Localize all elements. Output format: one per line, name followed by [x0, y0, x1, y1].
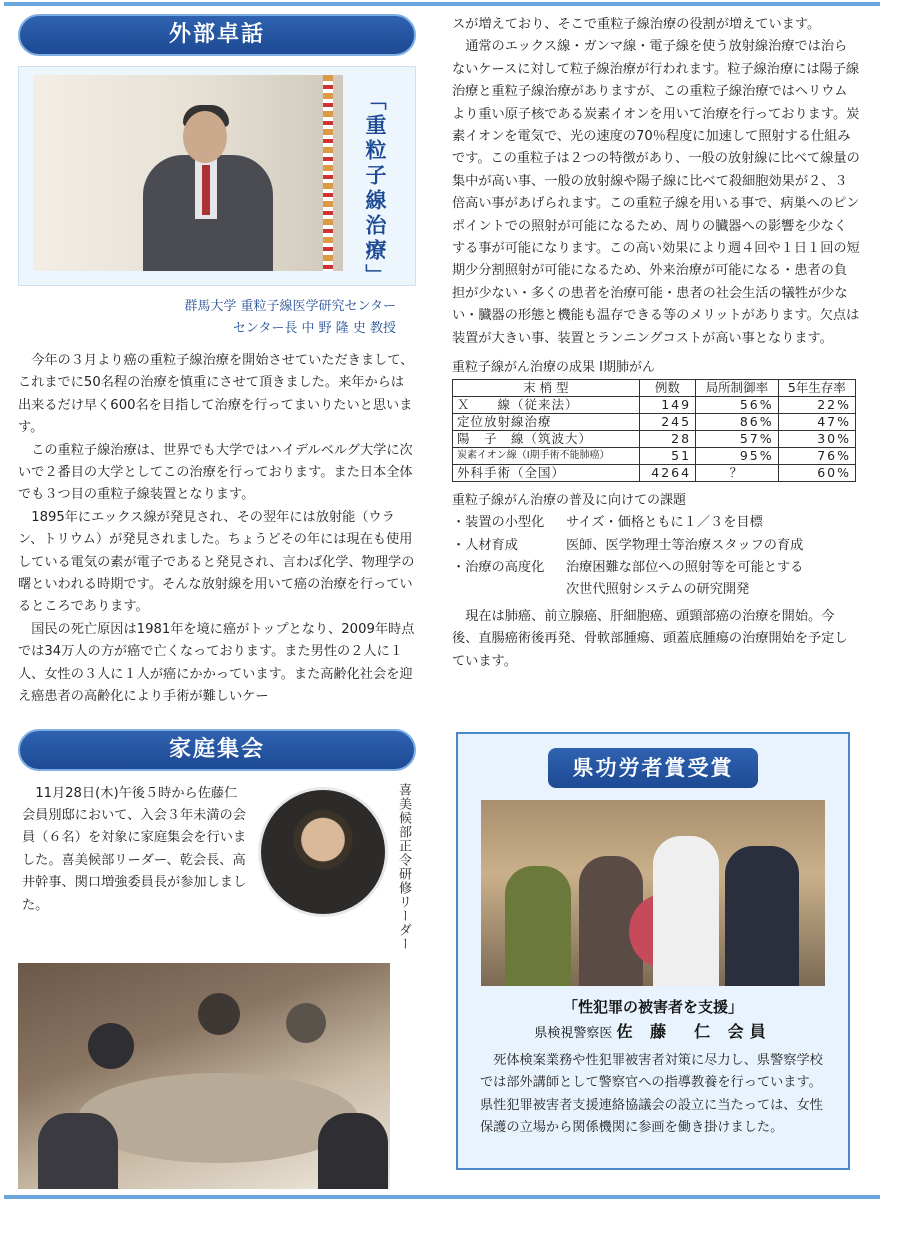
award-name: 佐 藤 仁 会員	[616, 1022, 772, 1041]
paragraph: スが増えており、そこで重粒子線治療の役割が増えています。	[452, 17, 821, 32]
results-table	[452, 379, 856, 482]
table-cell: 4264	[639, 465, 695, 482]
portrait-caption-vertical: 喜美候部正令研修リーダー	[396, 782, 411, 951]
talk-body-left	[18, 350, 416, 709]
speaker-name: センター長 中 野 隆 史 教授	[232, 321, 396, 336]
table-row	[453, 431, 856, 448]
section-banner-family-meeting: 家庭集会	[18, 729, 416, 771]
table-row	[453, 465, 856, 482]
table-row	[453, 397, 856, 414]
table-cell: 149	[639, 397, 695, 414]
award-photo	[481, 800, 825, 986]
task-item	[452, 512, 860, 534]
task-value: サイズ・価格ともに１／３を目標	[566, 515, 763, 531]
column-header: 例数	[639, 380, 695, 397]
closing-paragraph: 現在は肺癌、前立腺癌、肝細胞癌、頭頸部癌の治療を開始。今後、直腸癌術後再発、骨軟部腫瘍、頭蓋底腫瘍の治療開始を予定しています。	[452, 608, 848, 669]
task-value: 治療困難な部位への照射等を可能とする	[566, 559, 804, 575]
paragraph: 今年の３月より癌の重粒子線治療を開始させていただきまして、これまでに50名程の治療を慎重にさせて頂きました。来年からは出来るだけ早く600名を目指して治療を行ってまいりたいと思います。	[18, 353, 414, 436]
paragraph: 通常のエックス線・ガンマ線・電子線を使う放射線治療では治らないケースに対して粒子線治療が行われます。粒子線治療には陽子線治療と重粒子線治療がありますが、この重粒子線治療ではヘリウムより重い原子核である炭素イオンを用いて治療を行っております。炭素イオンを電気で、光の速度の70％程度に加速して照射する仕組みです。この重粒子は２つの特徴があり、一般の放射線に比べて線量の集中が高い事、一般の放射線や陽子線に比べて殺細胞効果が２、３倍高い事があげられます。この重粒子線を用いる事で、病巣へのピンポイントでの照射が可能になるため、周りの臓器への影響を少なくする事が可能になります。この高い効果により週４回や１日１回の短期少分割照射が可能になるため、外来治療が可能になる・患者の負担が少ない・多くの患者を治療可能・患者の社会生活の犠牲が少ない・臓器の形態と機能も温存できる等のメリットがあります。欠点は装置が大きい事、装置とランニングコストが高い事となります。	[452, 39, 860, 346]
table-cell: 95%	[696, 448, 779, 465]
speaker-affiliation: 群馬大学 重粒子線医学研究センター	[184, 299, 396, 314]
family-meeting-text: 11月28日(木)午後５時から佐藤仁会員別邸において、入会３年未満の会員（６名）を対象に家庭集会を行いました。喜美候部リーダー、乾会長、高井幹事、関口増強委員長が参加しました。	[22, 785, 247, 913]
column-header: 局所制御率	[696, 380, 779, 397]
speaker-caption	[18, 296, 416, 340]
table-cell: 56%	[696, 397, 779, 414]
table-cell: 炭素イオン線（Ⅰ期手術不能肺癌）	[453, 448, 640, 465]
column-header: 5年生存率	[778, 380, 855, 397]
task-key: ・治療の高度化	[452, 559, 545, 575]
task-item	[452, 557, 860, 579]
family-meeting-section	[18, 783, 416, 1241]
table-cell: 22%	[778, 397, 855, 414]
leader-portrait-photo	[258, 787, 388, 917]
paragraph: 国民の死亡原因は1981年を境に癌がトップとなり、2009年時点では34万人の方が癌で亡くなっております。また男性の２人に１人、女性の３人に１人が癌にかかっています。また高齢化社会を迎え癌患者の高齢化により手術が難しいケー	[18, 621, 415, 705]
table-cell: Ｘ 線（従来法）	[453, 397, 640, 414]
section-banner-external-talk: 外部卓話	[18, 14, 416, 56]
table-cell: 47%	[778, 414, 855, 431]
table-cell: 76%	[778, 448, 855, 465]
table-cell: 30%	[778, 431, 855, 448]
table-cell: ？	[696, 465, 779, 482]
table-cell: 定位放射線治療	[453, 414, 640, 431]
award-description: 死体検案業務や性犯罪被害者対策に尽力し、県警察学校では部外講師として警察官への指導教養を行っています。県性犯罪被害者支援連絡協議会の設立に当たっては、女性保護の立場から関係機関に参画を働き掛けました。	[480, 1053, 823, 1136]
section-banner-award: 県功労者賞受賞	[548, 748, 758, 788]
top-rule	[4, 2, 880, 6]
task-value: 医師、医学物理士等治療スタッフの育成	[566, 537, 804, 553]
table-cell: 86%	[696, 414, 779, 431]
award-role: 県検視警察医	[534, 1026, 613, 1041]
table-row	[453, 448, 856, 465]
speaker-panel	[18, 66, 416, 289]
table-cell: 外科手術（全国）	[453, 465, 640, 482]
left-column	[18, 14, 416, 1241]
bottom-rule	[4, 1195, 880, 1199]
table-cell: 51	[639, 448, 695, 465]
task-key: ・人材育成	[452, 537, 518, 553]
award-recipient	[458, 1019, 848, 1042]
paragraph: 1895年にエックス線が発見され、その翌年には放射能（ウラン、トリウム）が発見されました。ちょうどその年には現在も使用している電気の素が電子であると発見され、言わば化学、物理学の曙といわれる時期です。そんな放射線を用いて癌の治療を行っているところであります。	[18, 509, 415, 615]
task-key: ・装置の小型化	[452, 515, 545, 531]
table-row	[453, 414, 856, 431]
table-header-row	[453, 380, 856, 397]
award-title: 「性犯罪の被害者を支援」	[562, 998, 743, 1016]
meeting-photo	[18, 963, 390, 1189]
table-cell: 60%	[778, 465, 855, 482]
task-item	[452, 535, 860, 557]
table-cell: 245	[639, 414, 695, 431]
results-table-title: 重粒子線がん治療の成果 Ⅰ期肺がん	[452, 360, 655, 376]
right-column	[452, 14, 860, 673]
task-value: 次世代照射システムの研究開発	[566, 582, 750, 598]
table-cell: 28	[639, 431, 695, 448]
task-item-continuation	[452, 579, 860, 601]
speaker-photo	[33, 75, 343, 271]
tasks-title: 重粒子線がん治療の普及に向けての課題	[452, 493, 687, 509]
award-panel	[456, 732, 850, 1170]
paragraph: この重粒子線治療は、世界でも大学ではハイデルベルグ大学に次いで２番目の大学としてこの治療を行っております。また日本全体でも３つ目の重粒子線装置となります。	[18, 442, 413, 503]
table-cell: 陽 子 線（筑波大）	[453, 431, 640, 448]
column-header: 末 梢 型	[453, 380, 640, 397]
talk-title-vertical: 「重粒子線治療」	[363, 89, 387, 289]
table-cell: 57%	[696, 431, 779, 448]
